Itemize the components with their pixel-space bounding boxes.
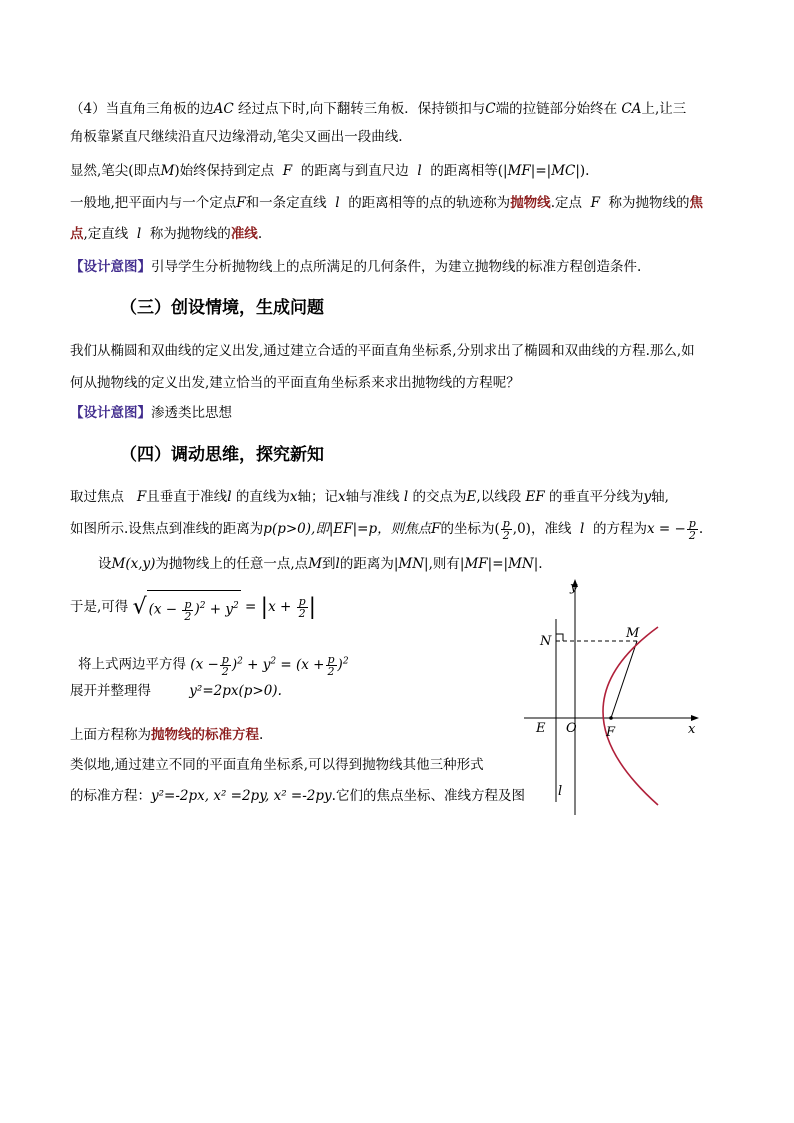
text: 的距离相等的点的轨迹称为 xyxy=(348,195,511,211)
text: |,则有| xyxy=(424,556,465,572)
var-mn: MN xyxy=(398,556,425,572)
var-l: l xyxy=(227,489,232,505)
var-m: M xyxy=(308,556,323,572)
text: 的标准方程： xyxy=(70,788,151,804)
paragraph-axes-line-1 xyxy=(70,488,669,506)
design-intent-2 xyxy=(70,404,232,422)
var-mc: MC xyxy=(551,163,576,179)
var-x: x xyxy=(289,489,298,505)
fraction-numerator: p xyxy=(502,517,510,530)
text: |. xyxy=(533,556,543,572)
paragraph-point-m xyxy=(98,555,543,573)
sqrt-body: (x − $\frac{p}{2}$ )$^2 + y^2$ xyxy=(147,590,241,625)
text: (p>0),即|EF|=p，则焦点 xyxy=(271,521,432,537)
equation-distance: 于是,可得 √ (x − $\frac{p}{2}$ )$^2 + y^2 = |x$ + $\frac{p}{2}$ | xyxy=(70,590,316,625)
standard-equation: y²=2px(p>0). xyxy=(189,683,282,699)
fraction-p-over-2 xyxy=(501,518,512,541)
design-intent-tag: 【设计意图】 xyxy=(70,259,151,275)
var-e: E xyxy=(466,489,477,505)
sqrt-symbol: √ xyxy=(132,594,147,620)
paragraph-4-line-1 xyxy=(70,100,686,118)
fraction-p-over-2 xyxy=(687,518,698,541)
var-mf: MF xyxy=(464,556,488,572)
var-f: F xyxy=(431,521,441,537)
right-angle-mark xyxy=(556,634,563,641)
fraction-denominator: 2 xyxy=(327,664,335,678)
text: 称为抛物线的 xyxy=(149,226,231,242)
var-p: p xyxy=(263,521,272,537)
design-intent-1 xyxy=(70,258,641,276)
abs-bar: | xyxy=(308,594,317,620)
term-parabola: 抛物线 xyxy=(510,195,551,211)
paragraph-other-forms-line-2 xyxy=(70,787,525,805)
var-l: l xyxy=(335,195,340,211)
paragraph-analogy-line-2: 何从抛物线的定义出发,建立恰当的平面直角坐标系来求出抛物线的方程呢？ xyxy=(70,375,520,391)
text: |=| xyxy=(530,163,552,179)
text: . xyxy=(259,727,264,743)
fraction-numerator: p xyxy=(184,597,192,611)
text: 一般地,把平面内与一个定点 xyxy=(70,195,237,211)
var-m: M xyxy=(160,163,175,179)
text: （4）当直角三角板的边 xyxy=(70,101,214,117)
text: ,以线段 xyxy=(476,489,522,505)
text: 于是,可得 xyxy=(70,598,129,615)
x-axis-arrow xyxy=(691,715,699,721)
text: 为抛物线上的任意一点,点 xyxy=(155,556,309,572)
point-f xyxy=(609,716,613,720)
text: .定点 xyxy=(550,195,582,211)
paragraph-other-forms-line-1: 类似地,通过建立不同的平面直角坐标系,可以得到抛物线其他三种形式 xyxy=(70,757,484,773)
text: )始终保持到定点 xyxy=(174,163,275,179)
label-n: N xyxy=(540,634,552,649)
text: 设 xyxy=(98,556,112,572)
text: 的坐标为( xyxy=(440,521,500,537)
text: 的直线为 xyxy=(235,489,290,505)
equation-standard xyxy=(70,682,282,700)
paragraph-4-line-2: 角板靠紧直尺继续沿直尺边缘滑动,笔尖又画出一段曲线. xyxy=(70,129,403,145)
text: |=| xyxy=(487,556,509,572)
fraction-denominator: 2 xyxy=(221,664,229,678)
text: 的方程为 xyxy=(592,521,647,537)
text: 称为抛物线的 xyxy=(608,195,690,211)
var-x: x xyxy=(338,489,346,505)
var-ac: AC xyxy=(213,101,234,117)
var-l: l xyxy=(580,521,585,537)
term-standard-equation: 抛物线的标准方程 xyxy=(151,727,259,743)
text: 显然,笔尖(即点 xyxy=(70,163,161,179)
fraction-p-over-2 xyxy=(326,654,337,677)
text: 展开并整理得 xyxy=(70,683,151,699)
var-mn: MN xyxy=(508,556,534,572)
equation-squared: 将上式两边平方得 (x − $\frac{p}{2}$ )$^2 + y^2 = (x$ + $\frac{p}{2}$ )$^2$ xyxy=(78,652,349,678)
text: 的距离为| xyxy=(339,556,399,572)
var-c: C xyxy=(485,101,496,117)
abs-bar: | xyxy=(260,594,269,620)
term-directrix: 准线 xyxy=(230,226,258,242)
text: |). xyxy=(575,163,590,179)
text: 且垂直于准线 xyxy=(146,489,228,505)
var-l: l xyxy=(403,489,409,505)
section-heading-3: （三）创设情境，生成问题 xyxy=(120,298,324,318)
fraction-numerator: p xyxy=(327,652,335,666)
design-intent-tag: 【设计意图】 xyxy=(70,405,151,421)
other-forms-equations: y²=-2px, x² =2py, x² =-2py xyxy=(151,788,332,804)
text: 取过焦点 xyxy=(70,489,124,505)
var-f: F xyxy=(136,489,147,505)
text: 轴与准线 xyxy=(345,489,400,505)
fraction-p-over-2 xyxy=(220,654,231,677)
text: 端的拉链部分始终在 xyxy=(495,101,618,117)
label-y: y xyxy=(570,580,578,595)
term-focus: 焦 xyxy=(689,195,704,211)
var-f: F xyxy=(590,195,600,211)
parabola-figure xyxy=(518,577,704,817)
text: 如图所示.设焦点到准线的距离为 xyxy=(70,521,264,537)
fraction-p-over-2 xyxy=(182,599,193,622)
text: 将上式两边平方得 xyxy=(78,656,186,673)
text: 轴；记 xyxy=(297,489,338,505)
text: .它们的焦点坐标、准线方程及图 xyxy=(331,788,525,804)
var-l: l xyxy=(417,163,422,179)
section-heading-4: （四）调动思维，探究新知 xyxy=(120,445,324,465)
text: 和一条定直线 xyxy=(245,195,327,211)
text: . xyxy=(257,226,263,242)
paragraph-standard-name xyxy=(70,726,263,744)
design-intent-text: 渗透类比思想 xyxy=(151,405,232,421)
var-l: l xyxy=(335,556,340,572)
paragraph-definition-line-1 xyxy=(70,194,703,212)
text: 上,让三 xyxy=(641,101,687,117)
fraction-denominator: 2 xyxy=(502,529,510,542)
text: 的距离相等(| xyxy=(430,163,508,179)
paragraph-analogy-line-1: 我们从椭圆和双曲线的定义出发,通过建立合适的平面直角坐标系,分别求出了椭圆和双曲线的方程.那么,如 xyxy=(70,343,695,359)
segment-mf xyxy=(611,641,637,718)
var-ca: CA xyxy=(621,101,642,117)
var-f: F xyxy=(236,195,246,211)
text: ,定直线 xyxy=(83,226,129,242)
label-o: O xyxy=(566,721,577,736)
label-x: x xyxy=(688,722,696,737)
text: ,0)，准线 xyxy=(512,521,572,537)
text: 经过点下时,向下翻转三角板．保持锁扣与 xyxy=(237,101,486,117)
text: 轴, xyxy=(651,489,669,505)
fraction-denominator: 2 xyxy=(298,606,306,620)
directrix-equation: x = − xyxy=(646,521,686,537)
label-m: M xyxy=(626,626,640,641)
text: 的垂直平分线为 xyxy=(549,489,644,505)
paragraph-axes-line-2: 如图所示.设焦点到准线的距离为p(p>0),即|EF|=p，则焦点F的坐标为( $\frac{p}{2}$ ,0)，准线 l 的方程为x = − $\frac{p}{2}$ . xyxy=(70,517,704,542)
fraction-denominator: 2 xyxy=(688,529,696,542)
fraction-numerator: p xyxy=(221,652,229,666)
fraction-numerator: p xyxy=(298,594,306,608)
text: 到 xyxy=(322,556,336,572)
text: 的距离与到直尺边 xyxy=(300,163,409,179)
var-y: y xyxy=(643,489,652,505)
var-m-xy: M(x,y) xyxy=(111,556,156,572)
fraction-p-over-2 xyxy=(297,596,308,619)
text: 的交点为 xyxy=(412,489,467,505)
var-l: l xyxy=(136,226,142,242)
paragraph-definition-line-2 xyxy=(70,225,262,243)
text: 上面方程称为 xyxy=(70,727,151,743)
fraction-denominator: 2 xyxy=(184,609,192,623)
label-e: E xyxy=(536,721,546,736)
fraction-numerator: p xyxy=(688,517,696,530)
design-intent-text: 引导学生分析抛物线上的点所满足的几何条件，为建立抛物线的标准方程创造条件. xyxy=(151,259,642,275)
var-ef: EF xyxy=(525,489,545,505)
var-mf: MF xyxy=(507,163,531,179)
paragraph-obviously xyxy=(70,162,589,180)
label-l: l xyxy=(558,784,563,799)
var-f: F xyxy=(282,163,293,179)
label-f: F xyxy=(606,725,616,740)
term-focus: 点 xyxy=(70,226,84,242)
